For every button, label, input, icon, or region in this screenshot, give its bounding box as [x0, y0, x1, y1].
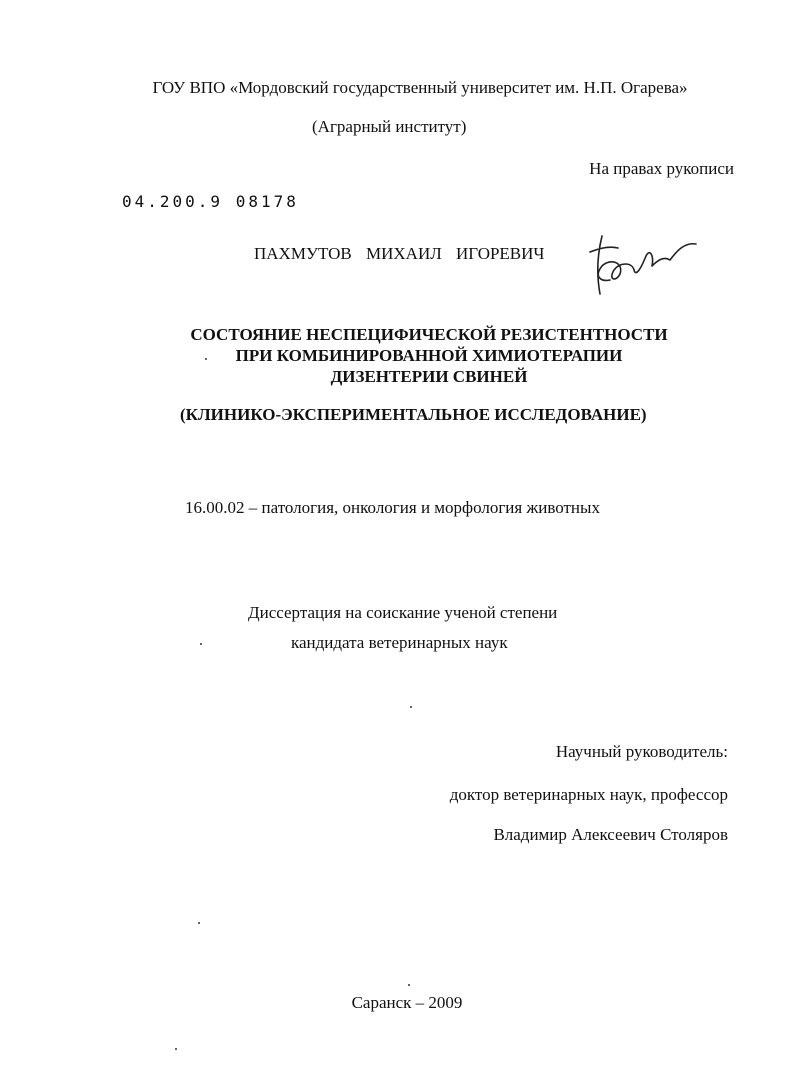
- scan-speck: [200, 643, 202, 645]
- author-name: ПАХМУТОВ МИХАИЛ ИГОРЕВИЧ: [254, 244, 545, 263]
- scan-speck: [205, 358, 207, 360]
- registration-stamp: 04.200.9 08178: [122, 192, 299, 211]
- scan-speck: [198, 922, 200, 924]
- scan-speck: [410, 706, 412, 708]
- title-line-3: ДИЗЕНТЕРИИ СВИНЕЙ: [330, 367, 528, 386]
- supervisor-label: Научный руководитель:: [555, 742, 728, 761]
- author-signature: [580, 222, 700, 302]
- specialty-code: 16.00.02 – патология, онкология и морфология животных: [185, 498, 600, 517]
- dissertation-purpose-line-1: Диссертация на соискание ученой степени: [248, 603, 558, 622]
- scan-speck: [175, 1048, 177, 1050]
- institute-subtitle: (Аграрный институт): [312, 117, 467, 136]
- supervisor-degree: доктор ветеринарных наук, профессор: [449, 785, 728, 804]
- dissertation-title: [0, 324, 798, 387]
- institution-name: ГОУ ВПО «Мордовский государственный университет им. Н.П. Огарева»: [152, 78, 688, 97]
- manuscript-rights: На правах рукописи: [589, 159, 734, 178]
- title-line-1: СОСТОЯНИЕ НЕСПЕЦИФИЧЕСКОЙ РЕЗИСТЕНТНОСТИ: [190, 325, 668, 344]
- city-year: Саранск – 2009: [351, 993, 463, 1012]
- dissertation-purpose-line-2: кандидата ветеринарных наук: [291, 633, 508, 652]
- dissertation-subtitle: (КЛИНИКО-ЭКСПЕРИМЕНТАЛЬНОЕ ИССЛЕДОВАНИЕ): [180, 405, 647, 424]
- title-line-2: ПРИ КОМБИНИРОВАННОЙ ХИМИОТЕРАПИИ: [235, 346, 623, 365]
- scan-speck: [408, 984, 410, 986]
- supervisor-name: Владимир Алексеевич Столяров: [493, 825, 728, 844]
